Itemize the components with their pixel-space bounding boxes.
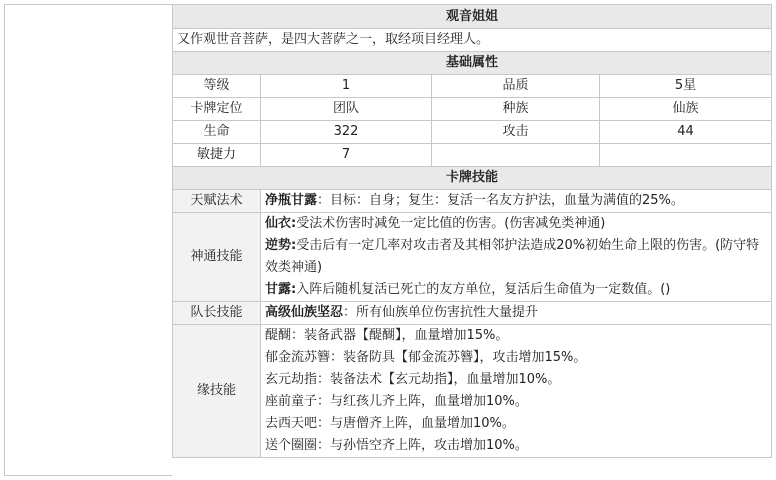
basic-attributes-header: 基础属性 <box>173 52 772 75</box>
attr-key: 等级 <box>173 75 261 98</box>
divine-item-name: 仙衣: <box>265 216 297 231</box>
divine-item-text: 受击后有一定几率对攻击者及其相邻护法造成20%初始生命上限的伤害。(防守特效类神通) <box>265 238 760 275</box>
attr-row <box>173 144 772 167</box>
attr-key: 攻击 <box>432 121 600 144</box>
attr-value <box>600 144 772 167</box>
attr-row <box>173 121 772 144</box>
fate-line: 去西天吧：与唐僧齐上阵，血量增加10%。 <box>265 416 515 431</box>
attr-value: 322 <box>261 121 432 144</box>
attr-value: 44 <box>600 121 772 144</box>
leader-desc <box>261 302 772 325</box>
fate-line: 座前童子：与红孩儿齐上阵，血量增加10%。 <box>265 394 528 409</box>
fate-line: 醍醐：装备武器【醍醐】，血量增加15%。 <box>265 328 509 343</box>
attr-value: 7 <box>261 144 432 167</box>
leader-name: 高级仙族坚忍 <box>265 305 344 320</box>
card-skills-header: 卡牌技能 <box>173 167 772 190</box>
leader-text: ：所有仙族单位伤害抗性大量提升 <box>343 305 539 320</box>
fate-row <box>173 325 772 458</box>
divine-item <box>265 279 767 301</box>
divine-item <box>265 235 767 279</box>
divine-item-text: 受法术伤害时减免一定比值的伤害。(伤害减免类神通) <box>296 216 606 231</box>
talent-name: 净瓶甘露 <box>265 193 318 208</box>
attr-value: 团队 <box>261 98 432 121</box>
talent-row <box>173 190 772 213</box>
divine-item <box>265 213 767 235</box>
attr-key: 生命 <box>173 121 261 144</box>
attr-key: 卡牌定位 <box>173 98 261 121</box>
page-title: 观音姐姐 <box>173 5 772 29</box>
leader-label: 队长技能 <box>173 302 261 325</box>
talent-text: ：目标：自身；复生：复活一名友方护法，血量为满值的25%。 <box>317 193 684 208</box>
left-blank-cell <box>4 4 172 476</box>
divine-item-text: 入阵后随机复活已死亡的友方单位，复活后生命值为一定数值。() <box>296 282 671 297</box>
talent-label: 天赋法术 <box>173 190 261 213</box>
attr-key: 品质 <box>432 75 600 98</box>
attr-key: 敏捷力 <box>173 144 261 167</box>
leader-row <box>173 302 772 325</box>
divine-item-name: 逆势: <box>265 238 297 253</box>
fate-line: 送个圈圈：与孙悟空齐上阵，攻击增加10%。 <box>265 438 528 453</box>
divine-desc <box>261 213 772 302</box>
fate-line: 郁金流苏簪：装备防具【郁金流苏簪】，攻击增加15%。 <box>265 350 587 365</box>
talent-desc <box>261 190 772 213</box>
attr-row <box>173 98 772 121</box>
intro-text: 又作观世音菩萨，是四大菩萨之一，取经项目经理人。 <box>173 29 772 52</box>
divine-item-name: 甘露: <box>265 282 297 297</box>
divine-row <box>173 213 772 302</box>
character-info-table <box>172 4 772 458</box>
fate-desc <box>261 325 772 458</box>
divine-label: 神通技能 <box>173 213 261 302</box>
attr-value: 5星 <box>600 75 772 98</box>
attr-key: 种族 <box>432 98 600 121</box>
attr-key <box>432 144 600 167</box>
fate-line: 玄元劫指：装备法术【玄元劫指】，血量增加10%。 <box>265 372 561 387</box>
fate-label: 缘技能 <box>173 325 261 458</box>
attr-value: 仙族 <box>600 98 772 121</box>
attr-row <box>173 75 772 98</box>
attr-value: 1 <box>261 75 432 98</box>
